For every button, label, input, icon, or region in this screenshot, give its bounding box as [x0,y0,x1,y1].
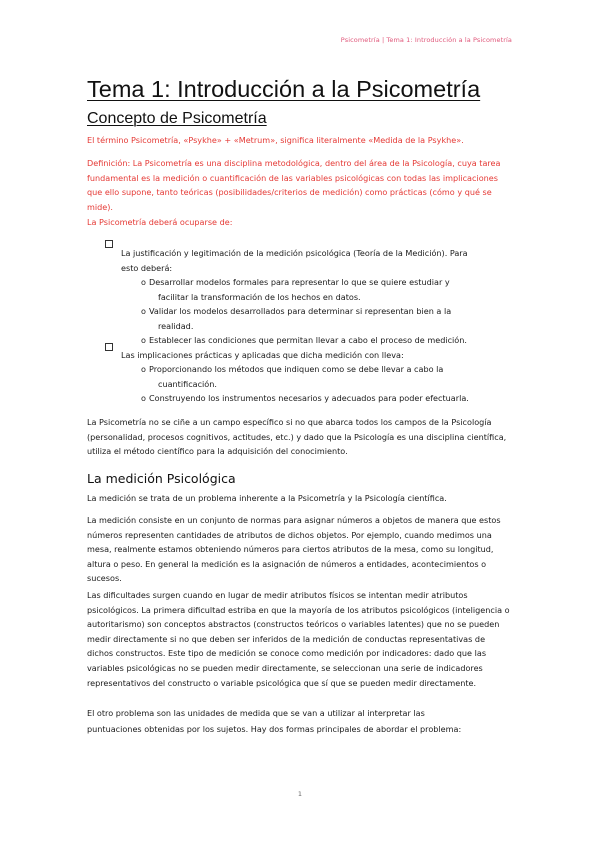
section-heading-concepto: Concepto de Psicometría [87,110,267,127]
sub-item-text: Construyendo los instrumentos necesarios y adecuados para poder efectuarla. [149,393,469,403]
list-item-justificacion: La justificación y legitimación de la medición psicológica (Teoría de la Medición). Para [121,248,468,258]
sub-item-validar: o Validar los modelos desarrollados para determinar si representan bien a la [141,306,452,316]
sub-item-construyendo: o Construyendo los instrumentos necesarios y adecuados para poder efectuarla. [141,393,469,403]
paragraph-medicion-definicion: La medición consiste en un conjunto de normas para asignar números a objetos de manera que estos números representen cantidades de atributos de dichos objetos. Por ejemplo, cuando medimos una mesa, realmente estamos obteniendo números para ciertos atributos de la mesa, como su longitud, altura o peso. En general la medición es la asignación de números a entidades, acontecimientos o sucesos. [87,515,501,584]
sub-item-validar-cont: realidad. [158,321,194,331]
checkbox-bullet-icon [105,240,113,248]
sub-item-text: Validar los modelos desarrollados para determinar si representan bien a la [149,306,452,316]
sub-item-proporcionando: o Proporcionando los métodos que indiquen como se debe llevar a cabo la [141,364,444,374]
sub-item-establecer: o Establecer las condiciones que permitan llevar a cabo el proceso de medición. [141,335,467,345]
paragraph-unidades-line1: El otro problema son las unidades de medida que se van a utilizar al interpretar las [87,708,425,718]
running-header: Psicometría | Tema 1: Introducción a la Psicometría [340,36,512,44]
paragraph-medicion-intro: La medición se trata de un problema inherente a la Psicometría y la Psicología científica. [87,493,447,503]
sub-item-text: Desarrollar modelos formales para representar lo que se quiere estudiar y [149,277,450,287]
definition-paragraph: Definición: La Psicometría es una disciplina metodológica, dentro del área de la Psicología, cuya tarea fundamental es la medición o cuantificación de las variables psicológicas con todas las implicaciones que ello supone, tanto teóricas (posibilidades/criterios de medición) como prácticas (cómo y qué se mide). [87,158,501,212]
list-item-justificacion-cont: esto deberá: [121,263,173,273]
sub-item-proporcionando-cont: cuantificación. [158,379,217,389]
list-intro: La Psicometría deberá ocuparse de: [87,217,233,227]
paragraph-dificultades: Las dificultades surgen cuando en lugar de medir atributos físicos se intentan medir atributos psicológicos. La primera dificultad estriba en que la mayoría de los atributos psicológicos (inteligencia o autoritarismo) son conceptos abstractos (constructos teóricos o variables latentes) que no se pueden medir directamente si no que deben ser inferidos de la medición de conductas representativas de dichos constructos. Este tipo de medición se conoce como medición por indicadores: dado que las variables psicológicas no se pueden medir directamente, se seleccionan una serie de indicadores representativos del constructo o variable psicológica que sí que se pueden medir directamente. [87,590,510,688]
paragraph-unidades-line2: puntuaciones obtenidas por los sujetos. Hay dos formas principales de abordar el problema: [87,724,462,734]
list-item-implicaciones: Las implicaciones prácticas y aplicadas que dicha medición con lleva: [121,350,404,360]
sub-item-text: Establecer las condiciones que permitan llevar a cabo el proceso de medición. [149,335,467,345]
document-title: Tema 1: Introducción a la Psicometría [87,76,481,102]
term-definition-line: El término Psicometría, «Psykhe» + «Metrum», significa literalmente «Medida de la Psykhe». [87,135,464,145]
sub-item-text: Proporcionando los métodos que indiquen como se debe llevar a cabo la [149,364,444,374]
page-number: 1 [297,790,303,798]
sub-item-desarrollar: o Desarrollar modelos formales para representar lo que se quiere estudiar y [141,277,450,287]
scope-paragraph: La Psicometría no se ciñe a un campo específico si no que abarca todos los campos de la Psicología (personalidad, procesos cognitivos, actitudes, etc.) y dado que la Psicología es una disciplina científica, utiliza el método científico para la adquisición del conocimiento. [87,417,507,457]
checkbox-bullet-icon [105,343,113,351]
section-heading-medicion: La medición Psicológica [87,471,236,486]
sub-item-desarrollar-cont: facilitar la transformación de los hechos en datos. [158,292,361,302]
